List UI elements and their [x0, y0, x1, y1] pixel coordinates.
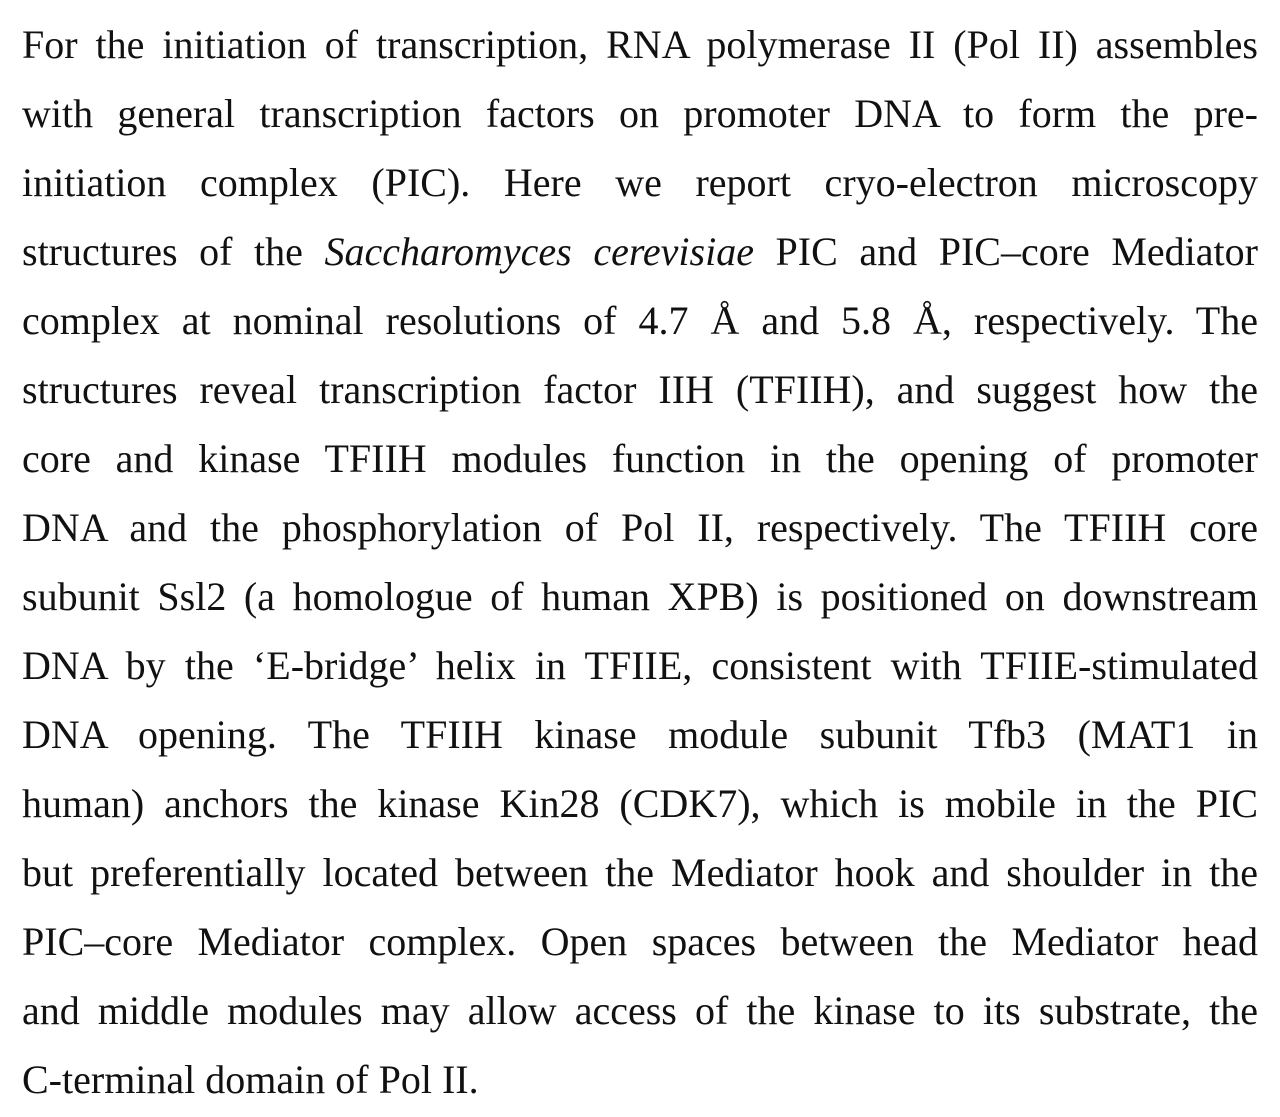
abstract-line-4-end: PIC and PIC–core Mediator — [753, 229, 1258, 274]
abstract-line-5: complex at nominal resolutions of 4.7 Å and 5.8 Å, respectively. The — [22, 298, 1258, 343]
abstract-line-7: core and kinase TFIIH modules function in the opening of promoter — [22, 436, 1258, 481]
abstract-line-2: with general transcription factors on promoter DNA to form the pre- — [22, 91, 1258, 136]
abstract-line-8: DNA and the phosphorylation of Pol II, respectively. The TFIIH core — [22, 505, 1258, 550]
abstract-line-13: but preferentially located between the Mediator hook and shoulder in the — [22, 850, 1258, 895]
abstract-line-10: DNA by the ‘E-bridge’ helix in TFIIE, consistent with TFIIE-stimulated — [22, 643, 1258, 688]
abstract-line-9: subunit Ssl2 (a homologue of human XPB) is positioned on downstream — [22, 574, 1258, 619]
abstract-line-12: human) anchors the kinase Kin28 (CDK7), which is mobile in the PIC — [22, 781, 1258, 826]
abstract-line-4-start: structures of the — [22, 229, 325, 274]
abstract-line-11: DNA opening. The TFIIH kinase module subunit Tfb3 (MAT1 in — [22, 712, 1258, 757]
abstract-line-16: C-terminal domain of Pol II. — [22, 1057, 479, 1102]
abstract-line-1: For the initiation of transcription, RNA polymerase II (Pol II) assembles — [22, 22, 1258, 67]
abstract-line-6: structures reveal transcription factor IIH (TFIIH), and suggest how the — [22, 367, 1258, 412]
abstract-paragraph — [22, 10, 1258, 1114]
abstract-line-3: initiation complex (PIC). Here we report cryo-electron microscopy — [22, 160, 1258, 205]
abstract-line-14: PIC–core Mediator complex. Open spaces between the Mediator head — [22, 919, 1258, 964]
abstract-line-4 — [22, 217, 1258, 286]
abstract-line-15: and middle modules may allow access of the kinase to its substrate, the — [22, 988, 1258, 1033]
species-name: Saccharomyces cerevisiae — [324, 229, 754, 274]
